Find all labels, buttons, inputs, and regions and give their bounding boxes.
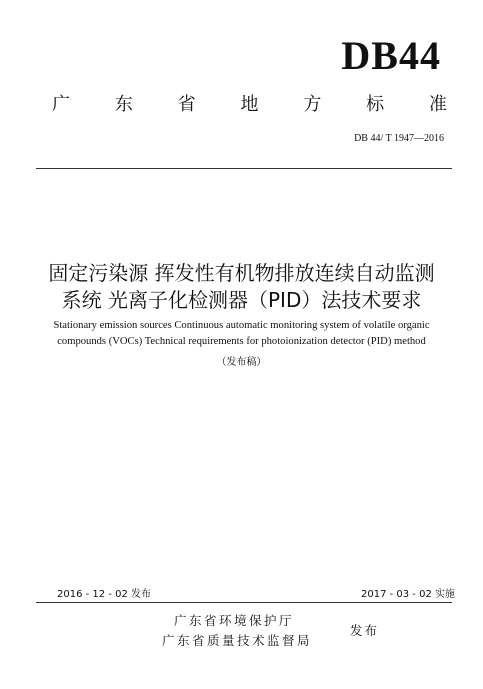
standard-type-char: 准: [428, 94, 447, 115]
chinese-title-line-1: 固定污染源 挥发性有机物排放连续自动监测: [48, 261, 435, 285]
issuing-authorities: [150, 611, 350, 651]
standard-number: DB 44/ T 1947—2016: [354, 133, 444, 144]
header-divider: [36, 168, 452, 169]
chinese-title: [20, 260, 463, 314]
standard-code-logo: DB44: [341, 33, 441, 78]
footer-divider: [36, 602, 452, 603]
standard-type-char: 东: [114, 94, 133, 115]
standard-type-char: 广: [52, 94, 70, 115]
issue-date: 2016 - 12 - 02 发布: [57, 589, 152, 600]
authority-environment: 广东省环境保护厅: [174, 613, 295, 628]
english-title: [14, 318, 469, 350]
english-title-line-2: compounds (VOCs) Technical requirements for photoionization detector (PID) method: [57, 336, 426, 347]
authority-quality-supervision: 广东省质量技术监督局: [162, 633, 313, 648]
chinese-title-line-2: 系统 光离子化检测器（PID）法技术要求: [61, 288, 422, 312]
standard-type-char: 地: [240, 94, 259, 115]
standard-type-char: 方: [303, 94, 322, 115]
standard-type-heading: [52, 93, 447, 117]
english-title-line-1: Stationary emission sources Continuous automatic monitoring system of volatile organic: [53, 320, 430, 331]
implementation-date: 2017 - 03 - 02 实施: [360, 589, 455, 600]
standard-type-char: 标: [366, 94, 385, 115]
standard-type-char: 省: [177, 94, 196, 115]
publish-label: 发布: [350, 623, 380, 638]
draft-status-label: （发布稿）: [216, 357, 267, 368]
